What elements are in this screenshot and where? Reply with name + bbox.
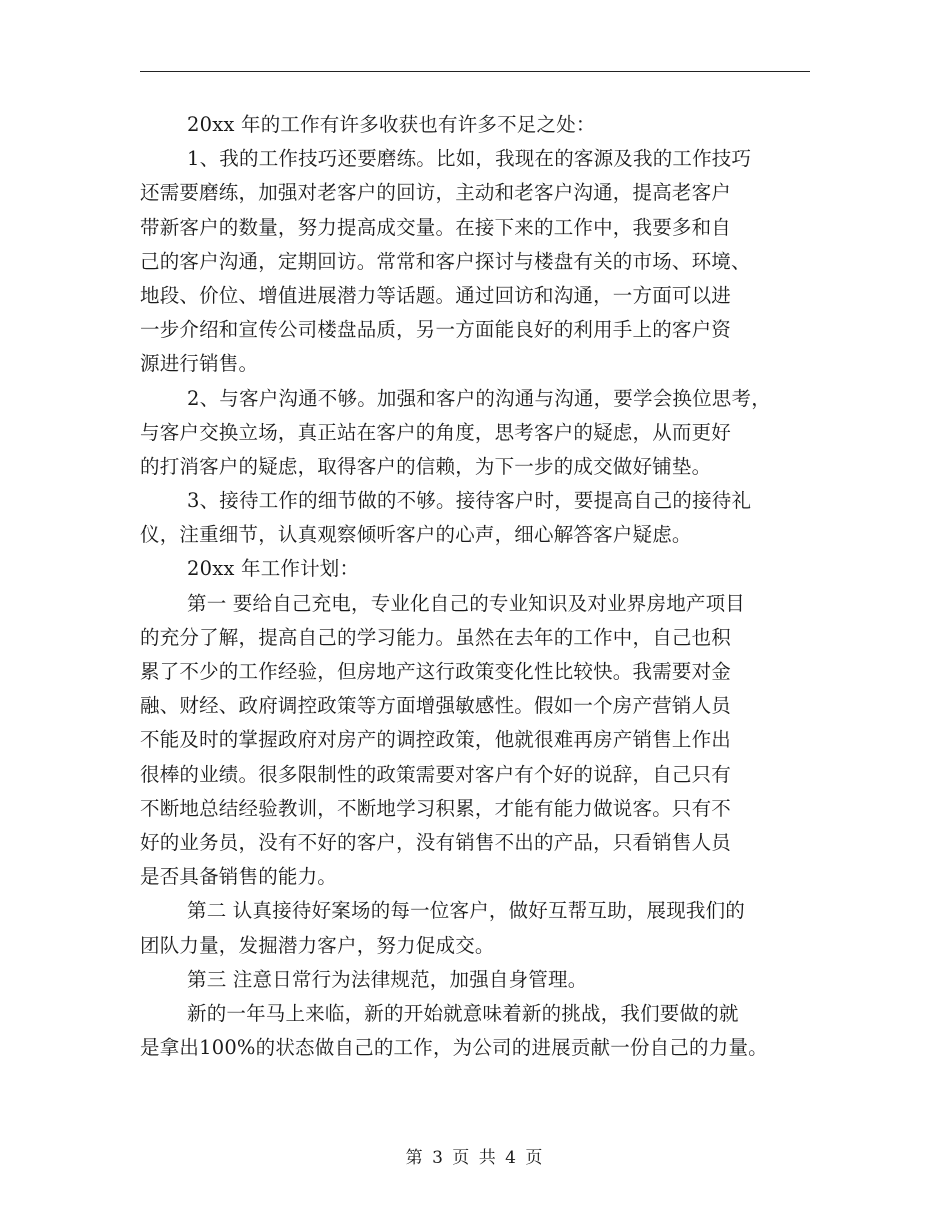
section-heading: 20xx 年工作计划： [187, 557, 360, 581]
paragraph-line: 地段、价位、增值进展潜力等话题。通过回访和沟通，一方面可以进 [140, 283, 732, 307]
paragraph-line: 是否具备销售的能力。 [140, 865, 338, 889]
paragraph-line: 是拿出100%的状态做自己的工作，为公司的进展贡献一份自己的力量。 [140, 1036, 768, 1060]
paragraph-line: 的充分了解，提高自己的学习能力。虽然在去年的工作中，自己也积 [140, 625, 732, 649]
paragraph-line: 己的客户沟通，定期回访。常常和客户探讨与楼盘有关的市场、环境、 [140, 249, 751, 273]
paragraph-line: 好的业务员，没有不好的客户，没有销售不出的产品，只看销售人员 [140, 830, 732, 854]
document-body [140, 108, 810, 1065]
paragraph-line: 不能及时的掌握政府对房产的调控政策，他就很难再房产销售上作出 [140, 728, 732, 752]
paragraph-line: 很棒的业绩。很多限制性的政策需要对客户有个好的说辞，自己只有 [140, 762, 732, 786]
paragraph-line: 1、我的工作技巧还要磨练。比如，我现在的客源及我的工作技巧 [187, 147, 752, 171]
paragraph-line: 仪，注重细节，认真观察倾听客户的心声，细心解答客户疑虑。 [140, 523, 692, 547]
paragraph-line: 第一 要给自己充电，专业化自己的专业知识及对业界房地产项目 [187, 591, 745, 615]
paragraph-line: 不断地总结经验教训，不断地学习积累，才能有能力做说客。只有不 [140, 796, 732, 820]
header-rule [140, 71, 810, 72]
paragraph-line: 第二 认真接待好案场的每一位客户，做好互帮互助，展现我们的 [187, 899, 745, 923]
paragraph-line: 累了不少的工作经验，但房地产这行政策变化性比较快。我需要对金 [140, 660, 732, 683]
paragraph-line: 新的一年马上来临，新的开始就意味着新的挑战，我们要做的就 [187, 1001, 739, 1025]
paragraph-line: 一步介绍和宣传公司楼盘品质，另一方面能良好的利用手上的客户资 [140, 318, 732, 342]
paragraph-line: 与客户交换立场，真正站在客户的角度，思考客户的疑虑，从而更好 [140, 420, 732, 444]
paragraph-line: 2、与客户沟通不够。加强和客户的沟通与沟通，要学会换位思考， [187, 386, 771, 410]
paragraph-line: 融、财经、政府调控政策等方面增强敏感性。假如一个房产营销人员 [140, 694, 732, 718]
paragraph-line: 还需要磨练，加强对老客户的回访，主动和老客户沟通，提高老客户 [140, 181, 732, 205]
paragraph-line: 的打消客户的疑虑，取得客户的信赖，为下一步的成交做好铺垫。 [140, 454, 712, 478]
paragraph-line: 3、接待工作的细节做的不够。接待客户时，要提高自己的接待礼 [187, 489, 752, 513]
page-number: 第 3 页 共 4 页 [405, 1148, 545, 1168]
paragraph-line: 20xx 年的工作有许多收获也有许多不足之处： [187, 113, 596, 136]
paragraph-line: 源进行销售。 [140, 352, 259, 376]
paragraph-line: 团队力量，发掘潜力客户，努力促成交。 [140, 933, 495, 957]
paragraph-line: 带新客户的数量，努力提高成交量。在接下来的工作中，我要多和自 [140, 215, 732, 239]
paragraph-line: 第三 注意日常行为法律规范，加强自身管理。 [187, 967, 588, 991]
